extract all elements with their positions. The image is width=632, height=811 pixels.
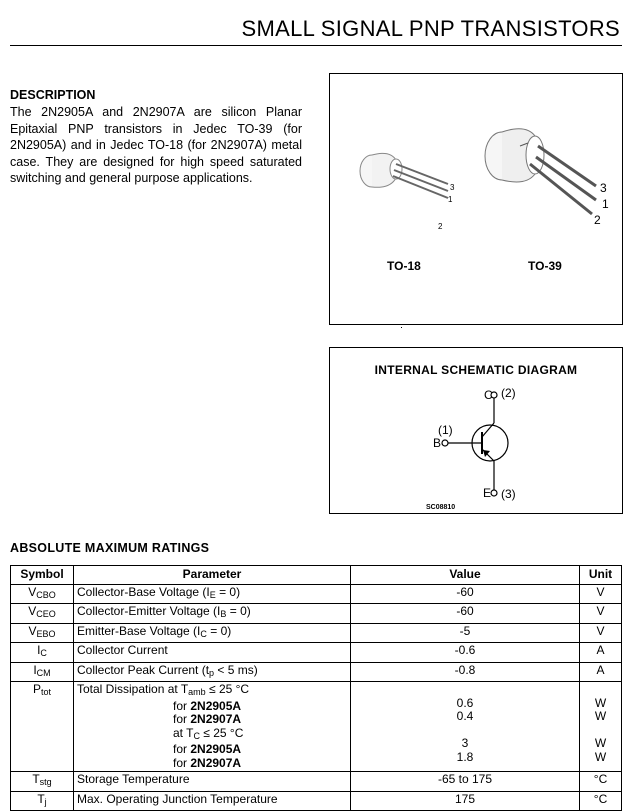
unit-cell	[580, 682, 622, 772]
for-label: for	[173, 712, 188, 726]
symbol-cell	[11, 772, 74, 792]
stray-dot	[401, 327, 402, 328]
symbol-cell	[11, 682, 74, 772]
table-row	[11, 662, 622, 682]
to39-pin3-label: 3	[600, 181, 607, 195]
ptot-b-unit: W	[594, 709, 607, 723]
ptot-line1-end: ≤ 25 °C	[205, 682, 250, 696]
value-cell: -60	[351, 584, 580, 604]
emitter-pin-label: (3)	[501, 487, 516, 501]
parameter-end: = 0)	[215, 584, 241, 599]
schematic-title: INTERNAL SCHEMATIC DIAGRAM	[374, 363, 578, 377]
package-figure	[329, 73, 623, 325]
part-2n2907a: 2N2907A	[190, 755, 242, 770]
symbol: T	[32, 772, 40, 786]
to39-package-drawing	[485, 129, 596, 214]
ptot-c-value: 3	[461, 736, 469, 750]
table-row	[11, 791, 622, 811]
ptot-line2-text: at T	[173, 725, 194, 740]
table-row-ptot	[11, 682, 622, 772]
unit-cell: °C	[580, 791, 622, 811]
symbol-cell	[11, 604, 74, 624]
to18-pin2-label: 2	[438, 222, 443, 231]
parameter-cell	[74, 662, 351, 682]
ratings-heading: ABSOLUTE MAXIMUM RATINGS	[10, 541, 210, 555]
value-cell: -0.8	[351, 662, 580, 682]
page-title: SMALL SIGNAL PNP TRANSISTORS	[241, 16, 620, 41]
base-label: B	[433, 436, 442, 450]
parameter-cell	[74, 682, 351, 772]
collector-pin-label: (2)	[501, 386, 516, 400]
value-cell: -5	[351, 623, 580, 643]
schematic-code: SC08810	[426, 504, 456, 511]
symbol: T	[37, 791, 45, 806]
parameter-cell: Max. Operating Junction Temperature	[74, 791, 351, 811]
ptot-c	[77, 743, 347, 757]
table-header-row	[11, 566, 622, 585]
description-heading: DESCRIPTION	[10, 88, 96, 102]
symbol: I	[33, 662, 37, 677]
symbol-cell	[11, 643, 74, 663]
symbol-subscript: j	[44, 796, 47, 807]
ptot-line2	[77, 727, 347, 744]
unit-cell: V	[580, 604, 622, 624]
parameter: Collector-Emitter Voltage (I	[77, 604, 221, 618]
symbol-cell	[11, 623, 74, 643]
to18-package-drawing	[360, 153, 448, 198]
column-header-parameter: Parameter	[74, 566, 351, 585]
to39-pin1-label: 1	[602, 197, 609, 211]
ptot-line1-text: Total Dissipation at T	[77, 682, 189, 696]
symbol: P	[32, 682, 41, 696]
part-2n2905a: 2N2905A	[190, 742, 242, 756]
ptot-d-unit: W	[594, 749, 607, 764]
ptot-a-value: 0.6	[456, 695, 474, 710]
parameter-cell	[74, 584, 351, 604]
ptot-d-value: 1.8	[456, 749, 474, 764]
unit-cell: °C	[580, 772, 622, 792]
unit-cell: V	[580, 584, 622, 604]
table-row	[11, 772, 622, 792]
to18-label: TO-18	[387, 259, 421, 273]
parameter-cell	[74, 604, 351, 624]
symbol: V	[28, 623, 37, 638]
table-row	[11, 604, 622, 624]
part-2n2905a: 2N2905A	[190, 698, 242, 713]
column-header-unit: Unit	[580, 566, 622, 585]
unit-cell: V	[580, 623, 622, 643]
schematic-figure	[329, 347, 623, 514]
symbol-cell	[11, 791, 74, 811]
value-cell: 175	[351, 791, 580, 811]
parameter-end: < 5 ms)	[214, 662, 258, 677]
ptot-d	[77, 757, 347, 771]
parameter-end: = 0)	[226, 604, 251, 618]
parameter-subscript: C	[200, 628, 207, 639]
to39-label: TO-39	[528, 259, 562, 273]
symbol: V	[28, 604, 37, 618]
table-row	[11, 643, 622, 663]
for-label: for	[173, 755, 188, 770]
description-text: The 2N2905A and 2N2907A are silicon Planar Epitaxial PNP transistors in Jedec TO-39 (for 2N2905A) and in Jedec TO-18 (for 2N2907A) metal case. They are designed for high speed saturated switching and general purpose applications.	[10, 105, 302, 185]
parameter-cell	[74, 623, 351, 643]
parameter: Emitter-Base Voltage (I	[77, 623, 201, 638]
part-2n2907a: 2N2907A	[190, 712, 242, 726]
symbol-subscript: EBO	[36, 628, 56, 639]
parameter-subscript: E	[209, 589, 216, 600]
parameter-cell	[74, 643, 351, 663]
column-header-value: Value	[351, 566, 580, 585]
ptot-line2-subscript: C	[193, 730, 200, 741]
symbol-cell	[11, 584, 74, 604]
symbol-subscript: tot	[41, 687, 52, 697]
parameter-cell: Storage Temperature	[74, 772, 351, 792]
base-pin-label: (1)	[438, 423, 453, 437]
parameter: Collector-Base Voltage (I	[77, 584, 210, 599]
emitter-label: E	[483, 486, 492, 500]
ptot-b-value: 0.4	[456, 709, 474, 723]
symbol-cell	[11, 662, 74, 682]
column-header-symbol: Symbol	[11, 566, 74, 585]
ptot-line2-end: ≤ 25 °C	[199, 725, 244, 740]
unit-cell: A	[580, 643, 622, 663]
symbol-subscript: CM	[36, 667, 51, 678]
symbol-subscript: stg	[39, 777, 52, 787]
to18-pin3-label: 3	[450, 183, 455, 192]
title-rule	[10, 45, 622, 46]
to18-pin1-label: 1	[448, 195, 453, 204]
parameter-end: = 0)	[206, 623, 232, 638]
package-drawing	[330, 74, 622, 324]
collector-label: C	[484, 388, 493, 402]
value-cell: -60	[351, 604, 580, 624]
ptot-a	[77, 700, 347, 714]
ptot-line1	[77, 683, 347, 700]
symbol: I	[37, 643, 41, 657]
symbol-subscript: C	[40, 648, 47, 658]
for-label: for	[173, 698, 188, 713]
symbol: V	[28, 584, 37, 599]
parameter: Collector Peak Current (t	[77, 662, 210, 677]
value-cell: -65 to 175	[351, 772, 580, 792]
transistor-symbol	[442, 392, 508, 496]
ptot-line1-subscript: amb	[188, 687, 206, 697]
parameter-subscript: B	[220, 609, 227, 619]
ratings-table	[10, 565, 622, 811]
parameter: Collector Current	[77, 643, 168, 657]
symbol-subscript: CBO	[36, 589, 56, 600]
symbol-subscript: CEO	[36, 609, 56, 619]
value-cell	[351, 682, 580, 772]
for-label: for	[173, 742, 188, 756]
parameter-subscript: p	[209, 667, 215, 678]
schematic-drawing	[330, 348, 622, 513]
ptot-b	[77, 713, 347, 727]
ptot-a-unit: W	[594, 695, 607, 710]
value-cell: -0.6	[351, 643, 580, 663]
to39-pin2-label: 2	[594, 213, 601, 227]
table-row	[11, 623, 622, 643]
unit-cell: A	[580, 662, 622, 682]
ptot-c-unit: W	[594, 736, 607, 750]
table-row	[11, 584, 622, 604]
